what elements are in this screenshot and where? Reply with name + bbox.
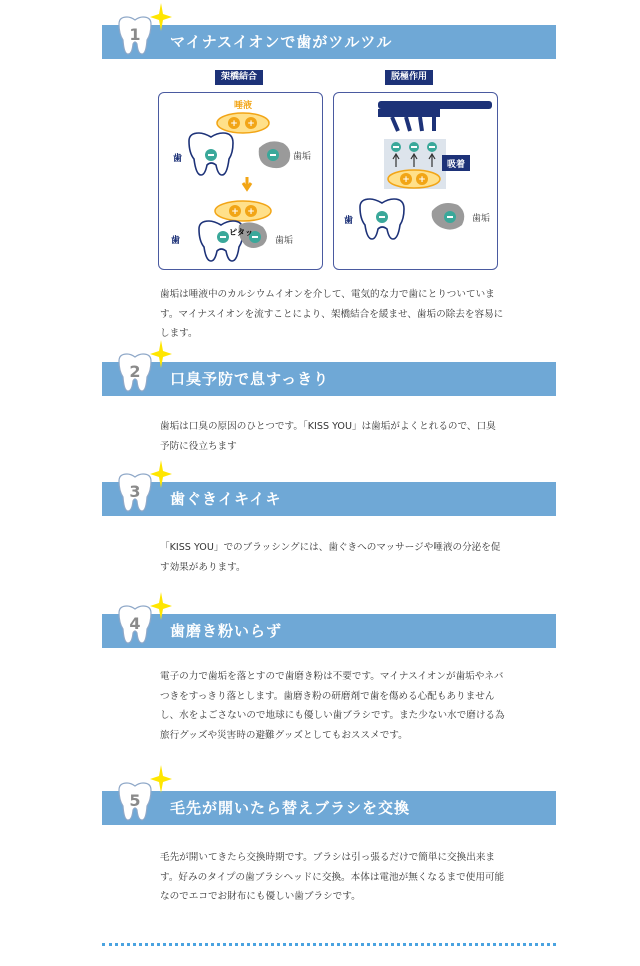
section-text: 「KISS YOU」でのブラッシングには、歯ぐきへのマッサージや唾液の分泌を促す効果があります。 — [160, 542, 501, 573]
crosslink-illustration — [159, 93, 322, 269]
section-title: 歯ぐきイキイキ — [170, 490, 282, 508]
toothbrush-icon — [378, 101, 492, 109]
diagram-panel-depolarize — [333, 92, 498, 270]
section-number: 4 — [129, 614, 141, 633]
tooth-label: 歯 — [344, 216, 354, 226]
plaque-label: 歯垢 — [275, 236, 294, 246]
sparkle-icon — [150, 460, 172, 488]
svg-text:+: + — [418, 175, 426, 185]
sparkle-icon — [150, 340, 172, 368]
section-title: 口臭予防で息すっきり — [170, 370, 330, 388]
section-text: 毛先が開いてきたら交換時期です。ブラシは引っ張るだけで簡単に交換出来ます。好みのタイプの歯ブラシヘッドに交換。本体は電池が無くなるまで使用可能なのでエコでお財布にも優しい歯ブラシです。 — [160, 852, 505, 902]
svg-text:+: + — [231, 207, 239, 217]
section-title: マイナスイオンで歯がツルツル — [170, 33, 393, 51]
svg-text:+: + — [247, 119, 255, 129]
diagram-label-depolarize: 脱極作用 — [385, 70, 433, 85]
tooth-label: 歯 — [173, 154, 183, 164]
svg-text:+: + — [247, 207, 255, 217]
svg-text:+: + — [230, 119, 238, 129]
depolarize-illustration — [334, 93, 497, 269]
sparkle-icon — [150, 765, 172, 793]
sparkle-icon — [150, 592, 172, 620]
plaque-label: 歯垢 — [293, 152, 312, 162]
diagram-label-crosslink: 架橋結合 — [215, 70, 263, 85]
section-number: 1 — [129, 25, 141, 44]
section-title: 歯磨き粉いらず — [170, 622, 283, 640]
section-number: 3 — [129, 482, 141, 501]
plaque-label: 歯垢 — [472, 214, 491, 224]
section-number: 2 — [129, 362, 141, 381]
section-text: 歯垢は口臭の原因のひとつです。「KISS YOU」は歯垢がよくとれるので、口臭予防に役立ちます — [160, 421, 496, 452]
diagram-panel-crosslink — [158, 92, 323, 270]
adsorb-label: 吸着 — [446, 160, 466, 170]
arrow-down-icon — [243, 177, 251, 189]
sparkle-icon — [150, 3, 172, 31]
tooth-label: 歯 — [171, 236, 181, 246]
section-text: 電子の力で歯垢を落とすので歯磨き粉は不要です。マイナスイオンが歯垢やネバつきをすっきり落とします。歯磨き粉の研磨剤で歯を傷める心配もありませんし、水をよごさないので地球にも優しい歯ブラシです。また少ない水で磨ける為旅行グッズや災害時の避難グッズとしてもおススメです。 — [160, 671, 505, 741]
section-text: 歯垢は唾液中のカルシウムイオンを介して、電気的な力で歯にとりついています。マイナスイオンを流すことにより、架橋結合を緩ませ、歯垢の除去を容易にします。 — [160, 289, 504, 339]
section-number: 5 — [129, 791, 141, 810]
svg-text:+: + — [402, 175, 410, 185]
section-title: 毛先が開いたら替えブラシを交換 — [170, 799, 411, 817]
saliva-label: 唾液 — [233, 101, 253, 111]
pitatto-label: ピタッ — [229, 228, 253, 237]
dotted-divider — [102, 943, 556, 946]
